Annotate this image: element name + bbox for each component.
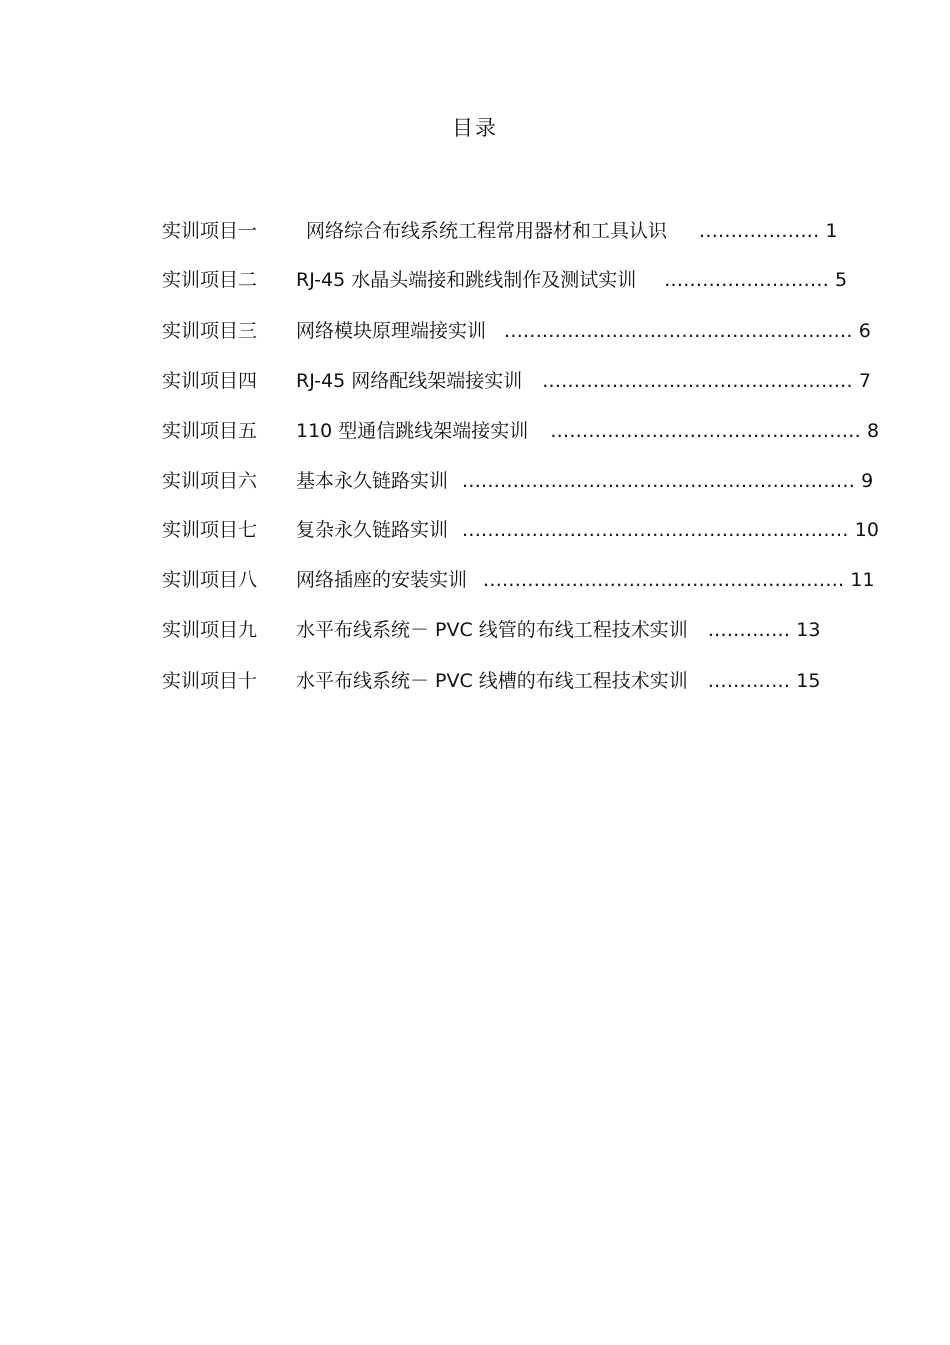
toc-entry-text: RJ-45 网络配线架端接实训 [296,370,523,392]
toc-entry-text: 网络模块原理端接实训 [296,320,487,342]
toc-entry-label: 实训项目九 [162,619,258,641]
toc-entry[interactable] [162,515,879,542]
toc-entry[interactable] [162,615,820,642]
toc-entry-label: 实训项目十 [162,670,258,692]
toc-entry[interactable] [162,366,871,393]
toc-entry[interactable] [162,316,871,343]
toc-entry-label: 实训项目五 [162,420,258,442]
toc-entry-page: 5 [835,269,848,291]
toc-entry-text: 复杂永久链路实训 [296,519,449,541]
toc-entry-leader: ............................................................. [462,519,849,541]
toc-entry-leader: ............. [707,670,791,692]
page-title: 目录 [452,116,498,140]
toc-entry-label: 实训项目七 [162,519,258,541]
toc-entry-text: 水平布线系统－ PVC 线槽的布线工程技术实训 [296,670,688,692]
toc-entry-text: 网络综合布线系统工程常用器材和工具认识 [306,220,668,242]
toc-entry-text: RJ-45 水晶头端接和跳线制作及测试实训 [296,269,637,291]
toc-entry-leader: .......................... [664,269,830,291]
toc-entry-text: 水平布线系统－ PVC 线管的布线工程技术实训 [296,619,688,641]
toc-entry-label: 实训项目一 [162,220,258,242]
toc-entry-label: 实训项目六 [162,470,258,492]
toc-entry-page: 13 [796,619,821,641]
toc-entry[interactable] [162,666,820,693]
toc-entry-label: 实训项目四 [162,370,258,392]
toc-entry-leader: .............................................................. [462,470,856,492]
toc-entry-leader: ............. [707,619,791,641]
toc-entry-text: 基本永久链路实训 [296,470,449,492]
toc-entry-page: 6 [858,320,871,342]
toc-entry-page: 11 [850,569,875,591]
toc-entry-label: 实训项目二 [162,269,258,291]
toc-entry[interactable] [162,216,838,243]
toc-entry[interactable] [162,466,873,493]
toc-entry-leader: ................................................. [550,420,861,442]
toc-entry-leader: ......................................................... [483,569,845,591]
toc-entry-label: 实训项目三 [162,320,258,342]
toc-entry-page: 9 [861,470,874,492]
toc-entry-page: 7 [858,370,871,392]
toc-entry-leader: ....................................................... [504,320,853,342]
toc-entry[interactable] [162,565,875,592]
toc-entry-page: 1 [825,220,838,242]
toc-entry-leader: ................................................. [542,370,853,392]
toc-entry-text: 网络插座的安装实训 [296,569,468,591]
toc-entry-text: 110 型通信跳线架端接实训 [296,420,529,442]
toc-entry-page: 10 [854,519,879,541]
toc-entry[interactable] [162,416,879,443]
toc-entry-leader: ................... [699,220,820,242]
toc-entry-label: 实训项目八 [162,569,258,591]
toc-entry[interactable] [162,265,847,292]
toc-entry-page: 8 [866,420,880,442]
toc-entry-page: 15 [796,670,821,692]
